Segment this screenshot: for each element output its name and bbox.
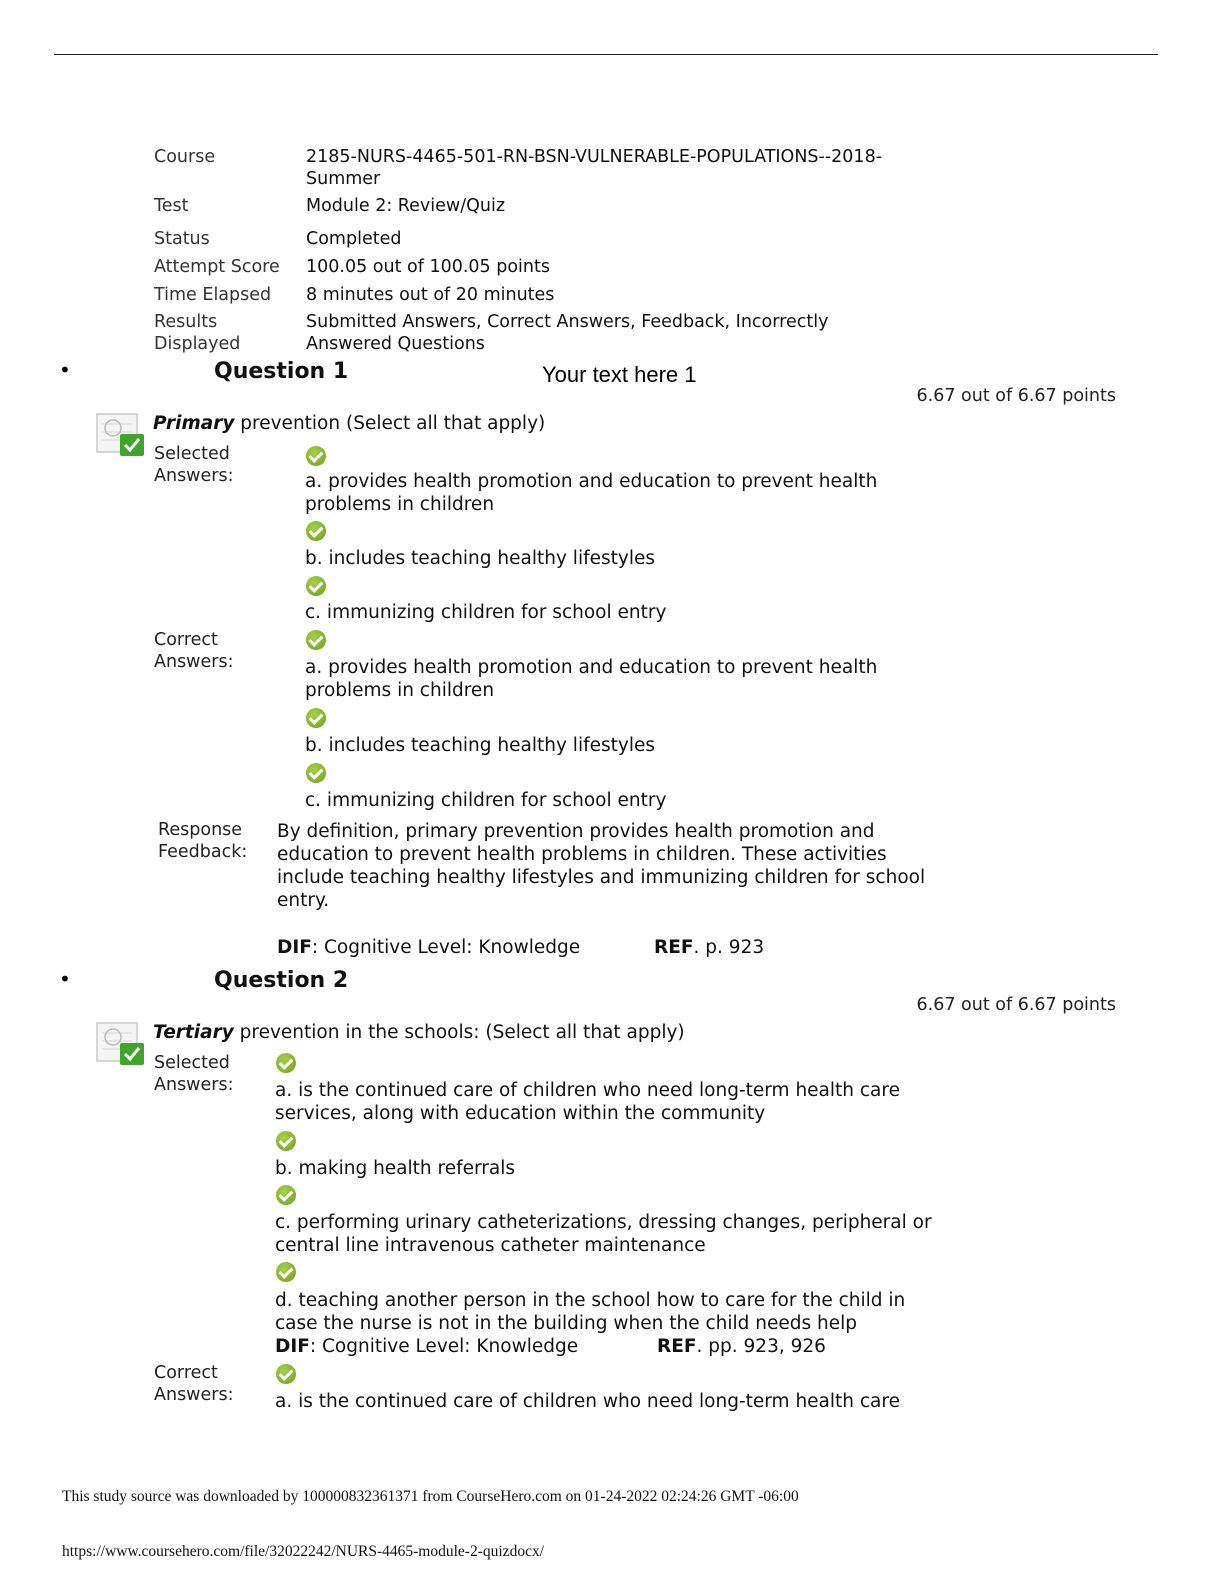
status-label: Status [154, 229, 210, 249]
label-line: Answers: [154, 466, 234, 486]
ref-label: REF [657, 1336, 697, 1357]
label-line: Answers: [154, 1075, 234, 1095]
check-icon [306, 521, 326, 541]
selected-answer-a [305, 470, 877, 516]
status-value: Completed [306, 229, 402, 249]
label-line: Correct [154, 630, 218, 650]
selected-answer-b: b. includes teaching healthy lifestyles [305, 548, 655, 569]
check-icon [306, 708, 326, 728]
question-title: Question 2 [214, 968, 349, 993]
feedback-line: entry. [277, 890, 330, 911]
selected-answer-a [275, 1079, 900, 1125]
ref-line [657, 1335, 826, 1358]
answer-line: services, along with education within the community [275, 1103, 766, 1124]
top-rule [54, 54, 1158, 55]
ref-label: REF [654, 937, 694, 958]
label-line: Selected [154, 444, 230, 464]
dif-line [275, 1335, 578, 1358]
test-value: Module 2: Review/Quiz [306, 196, 506, 216]
dif-label: DIF [275, 1336, 310, 1357]
check-icon [276, 1131, 296, 1151]
check-icon [306, 446, 326, 466]
label-line: Selected [154, 1053, 230, 1073]
check-icon [276, 1262, 296, 1282]
selected-answers-label [154, 1052, 233, 1096]
answer-line: a. provides health promotion and education to prevent health [305, 657, 878, 678]
bullet: • [59, 358, 71, 382]
answer-line: case the nurse is not in the building when the child needs help [275, 1313, 858, 1334]
course-label: Course [154, 147, 216, 167]
correct-answer-a [305, 656, 877, 702]
results-label-line: Displayed [154, 334, 241, 354]
label-line: Response [158, 820, 243, 840]
selected-answers-label [154, 443, 233, 487]
answer-line: problems in children [305, 680, 495, 701]
ref-value: . pp. 923, 926 [696, 1336, 826, 1357]
answer-line: central line intravenous catheter maintenance [275, 1235, 706, 1256]
dif-value: : Cognitive Level: Knowledge [309, 1336, 579, 1357]
label-line: Feedback: [158, 842, 248, 862]
selected-answer-c: c. immunizing children for school entry [305, 602, 667, 623]
label-line: Answers: [154, 652, 234, 672]
check-icon [276, 1185, 296, 1205]
answer-line: a. is the continued care of children who need long-term health care [275, 1080, 900, 1101]
ref-line [654, 936, 764, 959]
prompt-emphasis: Primary [153, 413, 235, 434]
answer-line: a. provides health promotion and education to prevent health [305, 471, 878, 492]
answer-line: c. performing urinary catheterizations, dressing changes, peripheral or [275, 1212, 932, 1233]
score-label: Attempt Score [154, 257, 280, 277]
dif-label: DIF [277, 937, 312, 958]
prompt-text: prevention in the schools: (Select all that apply) [233, 1022, 685, 1043]
source-url-link[interactable]: https://www.coursehero.com/file/32022242/NURS-4465-module-2-quizdocx/ [62, 1543, 544, 1560]
test-label: Test [154, 196, 189, 216]
overlay-text: Your text here 1 [542, 362, 697, 387]
correct-answer-b: b. includes teaching healthy lifestyles [305, 735, 655, 756]
correct-answers-label [154, 1362, 233, 1406]
label-line: Answers: [154, 1385, 234, 1405]
course-value-line: 2185-NURS-4465-501-RN-BSN-VULNERABLE-POPULATIONS--2018- [306, 147, 883, 167]
prompt-emphasis: Tertiary [153, 1022, 234, 1043]
time-value: 8 minutes out of 20 minutes [306, 285, 555, 305]
response-feedback [277, 820, 977, 912]
score-value: 100.05 out of 100.05 points [306, 257, 550, 277]
graded-correct-icon [96, 1021, 146, 1065]
label-line: Correct [154, 1363, 218, 1383]
question-points: 6.67 out of 6.67 points [916, 995, 1116, 1015]
correct-answer-a: a. is the continued care of children who need long-term health care [275, 1391, 900, 1412]
results-value-line: Submitted Answers, Correct Answers, Feedback, Incorrectly [306, 312, 829, 332]
answer-line: d. teaching another person in the school how to care for the child in [275, 1290, 906, 1311]
course-value-line: Summer [306, 169, 381, 189]
dif-line [277, 936, 580, 959]
results-value [306, 311, 828, 355]
graded-correct-icon [96, 412, 146, 456]
download-note: This study source was downloaded by 100000832361371 from CourseHero.com on 01-24-2022 02:24:26 GMT -06:00 [62, 1488, 799, 1505]
question-points: 6.67 out of 6.67 points [916, 386, 1116, 406]
check-icon [276, 1364, 296, 1384]
check-icon [306, 576, 326, 596]
answer-line: problems in children [305, 494, 495, 515]
feedback-line: education to prevent health problems in children. These activities [277, 844, 887, 865]
results-label [154, 311, 240, 355]
check-icon [306, 763, 326, 783]
selected-answer-c [275, 1211, 932, 1257]
question-prompt [153, 1022, 685, 1043]
correct-answer-c: c. immunizing children for school entry [305, 790, 667, 811]
time-label: Time Elapsed [154, 285, 272, 305]
correct-answers-label [154, 629, 233, 673]
feedback-line: include teaching healthy lifestyles and immunizing children for school [277, 867, 926, 888]
bullet: • [59, 967, 71, 991]
question-prompt [153, 413, 545, 434]
dif-value: : Cognitive Level: Knowledge [311, 937, 581, 958]
question-title: Question 1 [214, 359, 349, 384]
results-value-line: Answered Questions [306, 334, 485, 354]
results-label-line: Results [154, 312, 218, 332]
feedback-line: By definition, primary prevention provides health promotion and [277, 821, 875, 842]
ref-value: . p. 923 [693, 937, 765, 958]
response-feedback-label [158, 819, 247, 863]
selected-answer-d [275, 1289, 905, 1335]
selected-answer-b: b. making health referrals [275, 1158, 515, 1179]
check-icon [276, 1053, 296, 1073]
prompt-text: prevention (Select all that apply) [234, 413, 546, 434]
course-value [306, 146, 882, 190]
check-icon [306, 630, 326, 650]
